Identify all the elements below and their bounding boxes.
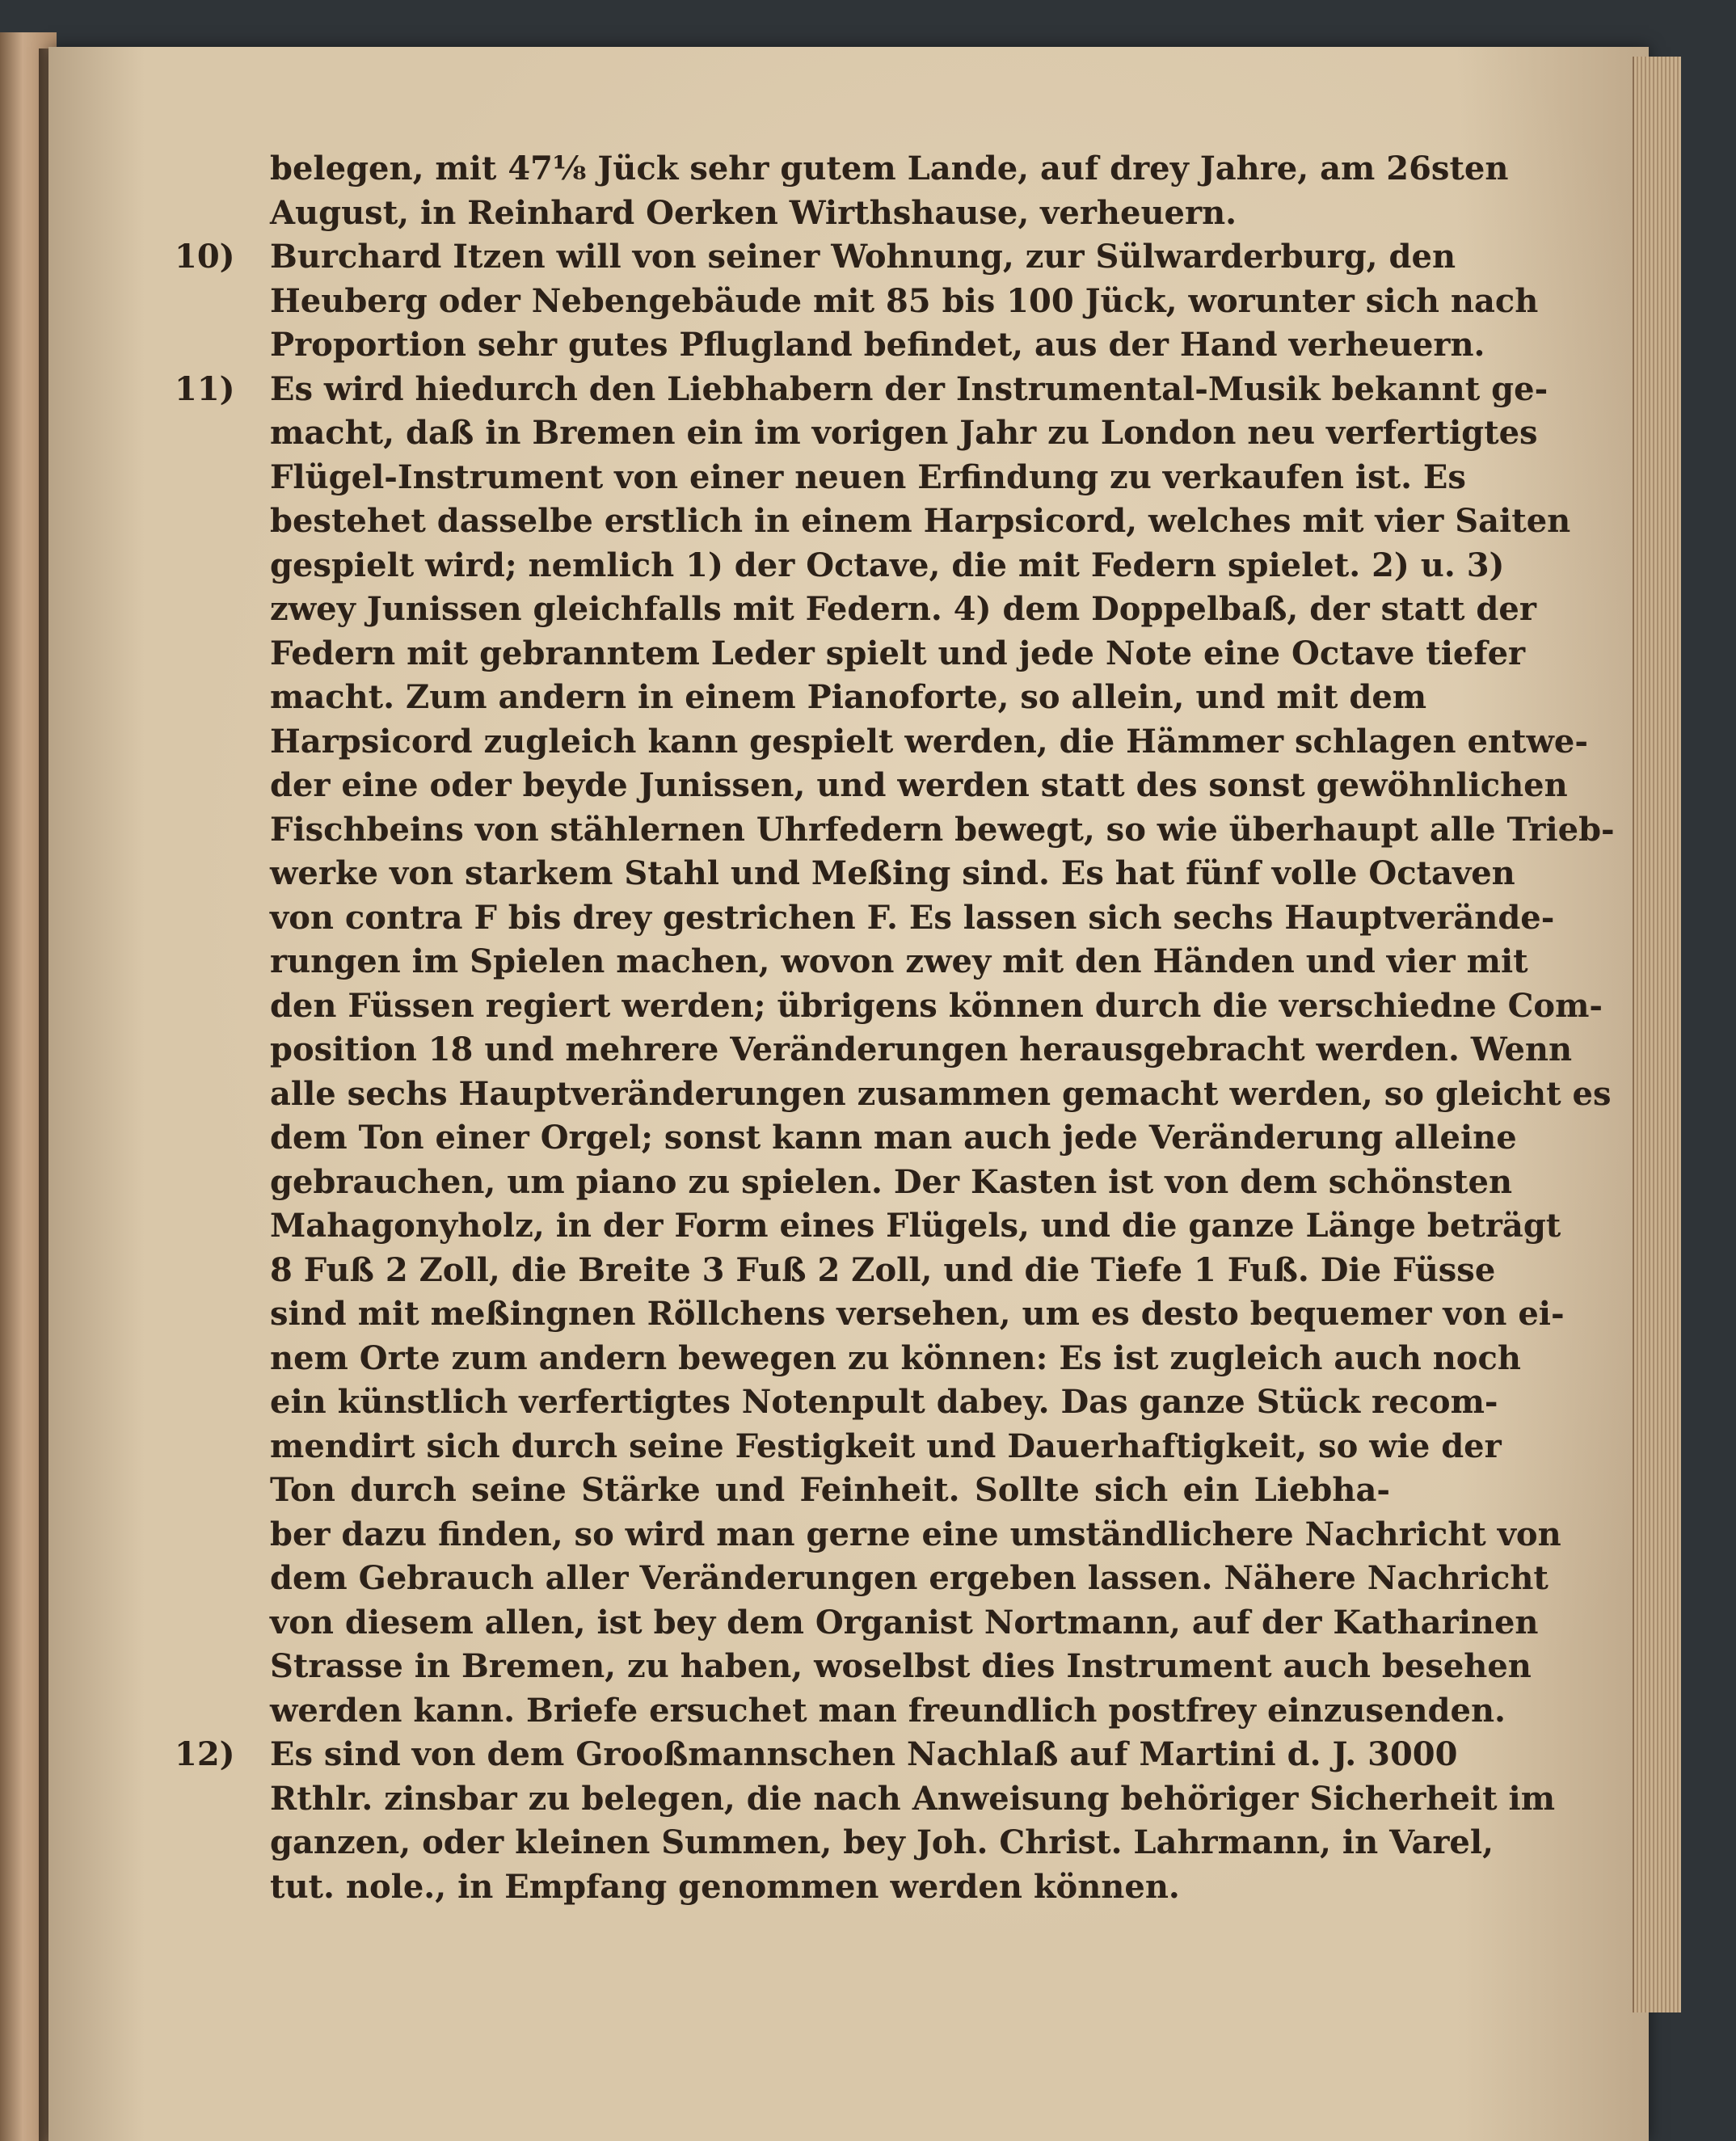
text-line: Heuberg oder Nebengebäude mit 85 bis 100 Jück, worunter sich nach: [270, 281, 1539, 320]
text-line: dem Gebrauch aller Veränderungen ergeben lassen. Nähere Nachricht: [270, 1559, 1548, 1597]
text-line: macht. Zum andern in einem Pianoforte, so allein, und mit dem: [270, 678, 1427, 716]
text-line: Harpsicord zugleich kann gespielt werden, die Hämmer schlagen entwe-: [270, 722, 1588, 761]
text-line: von contra F bis drey gestrichen F. Es lassen sich sechs Hauptverände-: [270, 898, 1555, 937]
text-line: Es sind von dem Grooßmannschen Nachlaß auf Martini d. J. 3000: [270, 1735, 1458, 1773]
text-line: mendirt sich durch seine Festigkeit und Dauerhaftigkeit, so wie der: [270, 1427, 1502, 1465]
page-text: [175, 147, 1615, 1909]
text-line: werden kann. Briefe ersuchet man freundlich postfrey einzusenden.: [270, 1691, 1506, 1730]
text-line: sind mit meßingnen Röllchens versehen, um es desto bequemer von ei-: [270, 1295, 1565, 1333]
text-line: Flügel-Instrument von einer neuen Erfindung zu verkaufen ist. Es: [270, 457, 1466, 496]
text-line: ganzen, oder kleinen Summen, bey Joh. Christ. Lahrmann, in Varel,: [270, 1823, 1494, 1861]
text-line: Strasse in Bremen, zu haben, woselbst dies Instrument auch besehen: [270, 1647, 1532, 1685]
text-line: Mahagonyholz, in der Form eines Flügels, und die ganze Länge beträgt: [270, 1207, 1561, 1245]
text-line: Burchard Itzen will von seiner Wohnung, zur Sülwarderburg, den: [270, 238, 1456, 276]
text-line: macht, daß in Bremen ein im vorigen Jahr zu London neu verfertigtes: [270, 414, 1538, 452]
page-fore-edge: [1633, 57, 1681, 2012]
text-line: werke von starkem Stahl und Meßing sind. Es hat fünf volle Octaven: [270, 854, 1515, 892]
text-line: Es wird hiedurch den Liebhabern der Instrumental-Musik bekannt ge-: [270, 369, 1548, 408]
text-line: ber dazu finden, so wird man gerne eine umständlichere Nachricht von: [270, 1515, 1561, 1553]
text-line: der eine oder beyde Junissen, und werden statt des sonst gewöhnlichen: [270, 766, 1568, 804]
text-line: den Füssen regiert werden; übrigens können durch die verschiedne Com-: [270, 986, 1603, 1025]
text-line: Ton durch seine Stärke und Feinheit. Sollte sich ein Liebha-: [270, 1471, 1390, 1509]
text-line: Fischbeins von stählernen Uhrfedern bewegt, so wie überhaupt alle Trieb-: [270, 810, 1615, 849]
text-line: Federn mit gebranntem Leder spielt und jede Note eine Octave tiefer: [270, 634, 1526, 672]
text-line: gespielt wird; nemlich 1) der Octave, die mit Federn spielet. 2) u. 3): [270, 546, 1505, 584]
text-line: 8 Fuß 2 Zoll, die Breite 3 Fuß 2 Zoll, und die Tiefe 1 Fuß. Die Füsse: [270, 1250, 1496, 1289]
entry-12: [175, 1733, 1556, 1909]
text-line: ein künstlich verfertigtes Notenpult dabey. Das ganze Stück recom-: [270, 1383, 1498, 1421]
text-line: position 18 und mehrere Veränderungen herausgebracht werden. Wenn: [270, 1030, 1573, 1068]
entry-continuation: [270, 147, 1509, 235]
text-line: tut. nole., in Empfang genommen werden können.: [270, 1867, 1180, 1906]
entry-11: [175, 368, 1615, 1734]
entry-10: [175, 235, 1539, 368]
text-line: belegen, mit 47⅛ Jück sehr gutem Lande, auf drey Jahre, am 26sten: [270, 150, 1509, 188]
text-line: rungen im Spielen machen, wovon zwey mit den Händen und vier mit: [270, 942, 1528, 980]
text-line: Proportion sehr gutes Pflugland befindet, aus der Hand verheuern.: [270, 326, 1485, 364]
text-line: dem Ton einer Orgel; sonst kann man auch jede Veränderung alleine: [270, 1119, 1517, 1157]
text-line: von diesem allen, ist bey dem Organist Nortmann, auf der Katharinen: [270, 1603, 1539, 1642]
text-line: zwey Junissen gleichfalls mit Federn. 4) dem Doppelbaß, der statt der: [270, 590, 1536, 628]
text-line: gebrauchen, um piano zu spielen. Der Kasten ist von dem schönsten: [270, 1162, 1513, 1201]
text-line: nem Orte zum andern bewegen zu können: Es ist zugleich auch noch: [270, 1338, 1521, 1377]
text-line: Rthlr. zinsbar zu belegen, die nach Anweisung behöriger Sicherheit im: [270, 1779, 1556, 1818]
entry-number: 10): [175, 238, 235, 276]
text-line: bestehet dasselbe erstlich in einem Harpsicord, welches mit vier Saiten: [270, 502, 1571, 540]
text-line: alle sechs Hauptveränderungen zusammen gemacht werden, so gleicht es: [270, 1074, 1612, 1113]
entry-number: 12): [175, 1735, 235, 1773]
entry-number: 11): [175, 369, 235, 408]
text-line: August, in Reinhard Oerken Wirthshause, verheuern.: [270, 193, 1237, 232]
